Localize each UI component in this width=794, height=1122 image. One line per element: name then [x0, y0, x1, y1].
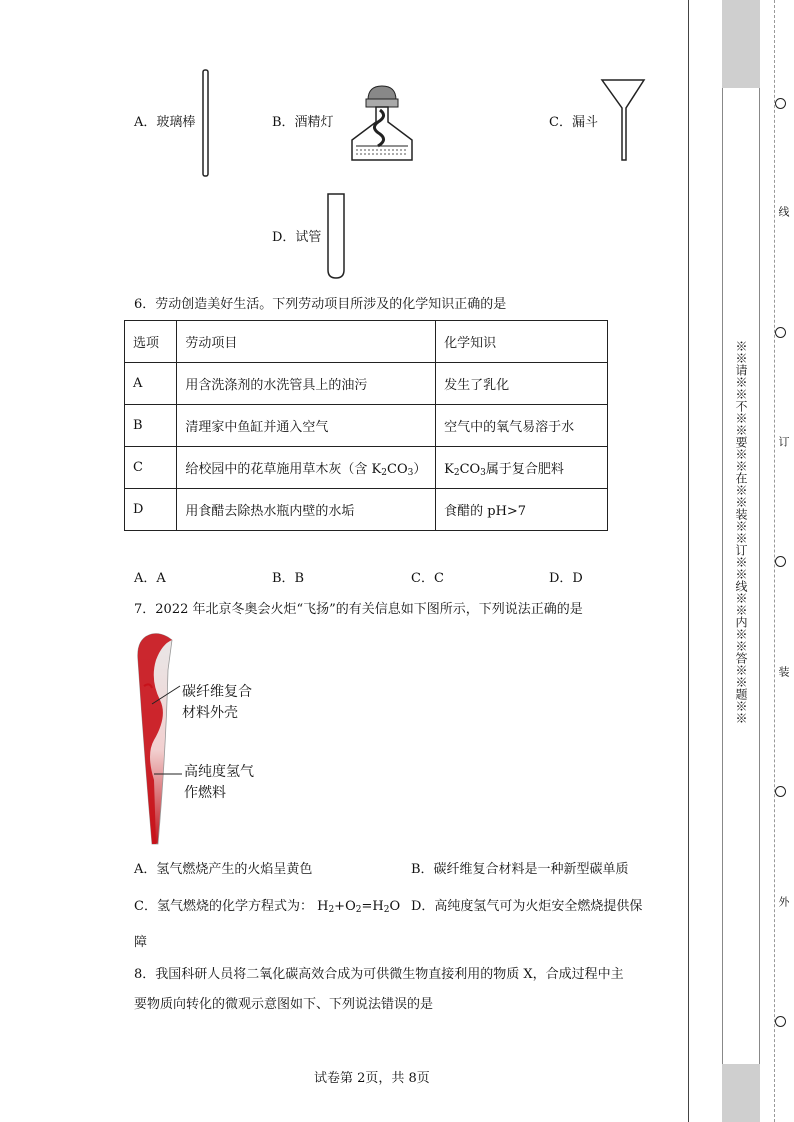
binding-hole-icon: [775, 98, 786, 109]
q5-option-c: C．漏斗: [549, 115, 598, 130]
label-line: 材料外壳: [182, 705, 238, 721]
binding-warning-text: ※※请※※不※※要※※在※※装※※订※※线※※内※※答※※题※※: [734, 340, 748, 724]
q6-table: [124, 320, 608, 531]
knowledge-text: 属于复合肥料: [485, 462, 564, 477]
table-header-row: [125, 321, 608, 363]
subscript: 2: [355, 905, 362, 915]
q8-stem-line-2: 要物质向转化的微观示意图如下、下列说法错误的是: [134, 997, 434, 1012]
formula-text: +O: [334, 899, 356, 914]
binding-mark: 线: [777, 206, 790, 217]
torch-label-fuel: [184, 762, 254, 804]
binding-hole-icon: [775, 1016, 786, 1027]
formula-text: O: [389, 899, 401, 914]
subscript: 2: [383, 905, 390, 915]
formula-text: H: [317, 899, 329, 914]
torch-label-leader-lines: [150, 684, 184, 784]
q7-option-b: B．碳纤维复合材料是一种新型碳单质: [411, 862, 629, 877]
table-cell-knowledge: [436, 447, 608, 489]
table-row: [125, 363, 608, 405]
subscript: 3: [480, 468, 486, 478]
binding-hole-icon: [775, 786, 786, 797]
table-cell-task: 用食醋去除热水瓶内壁的水垢: [177, 489, 436, 531]
q6-choice-d: D．D: [549, 571, 583, 586]
page-footer: 试卷第 2页，共 8页: [314, 1071, 430, 1086]
q7-option-d-continued: 障: [134, 935, 148, 950]
q7-stem: 7．2022 年北京冬奥会火炬“飞扬”的有关信息如下图所示，下列说法正确的是: [134, 602, 583, 617]
alcohol-lamp-icon: [344, 82, 420, 166]
task-text: 给校园中的花草施用草木灰（含 K: [185, 462, 382, 477]
table-cell-task: 清理家中鱼缸并通入空气: [177, 405, 436, 447]
table-cell-knowledge: 发生了乳化: [436, 363, 608, 405]
label-line: 碳纤维复合: [182, 684, 252, 700]
table-row: [125, 489, 608, 531]
subscript: 2: [453, 468, 460, 478]
q6-choice-a: A．A: [134, 571, 166, 586]
table-cell-knowledge: 食醋的 pH>7: [436, 489, 608, 531]
table-cell-knowledge: 空气中的氧气易溶于水: [436, 405, 608, 447]
subscript: 2: [328, 905, 335, 915]
funnel-icon: [600, 78, 648, 164]
formula-text: CO: [387, 462, 408, 477]
q6-choice-c: C．C: [411, 571, 444, 586]
label-line: 作燃料: [184, 785, 226, 801]
q7-option-d: D．高纯度氢气可为火炬安全燃烧提供保: [411, 899, 643, 914]
table-cell-option: B: [125, 405, 177, 447]
glass-rod-icon: [200, 68, 212, 178]
table-row: [125, 405, 608, 447]
formula-text: CO: [459, 462, 481, 477]
test-tube-icon: [324, 192, 348, 282]
table-cell-task: 用含洗涤剂的水洗管具上的油污: [177, 363, 436, 405]
task-text: ）: [413, 462, 427, 477]
q5-option-a: A．玻璃棒: [134, 115, 196, 130]
q5-option-b: B．酒精灯: [272, 115, 334, 130]
q6-stem: 6．劳动创造美好生活。下列劳动项目所涉及的化学知识正确的是: [134, 297, 507, 312]
option-text: C．氢气燃烧的化学方程式为：: [134, 899, 313, 914]
formula-text: =H: [361, 899, 384, 914]
table-cell-option: C: [125, 447, 177, 489]
binding-line: [688, 0, 689, 1122]
subscript: 3: [407, 468, 414, 478]
label-line: 高纯度氢气: [184, 764, 254, 780]
q8-stem-line-1: 8．我国科研人员将二氧化碳高效合成为可供微生物直接利用的物质 X，合成过程中主: [134, 967, 624, 982]
table-row: [125, 447, 608, 489]
table-cell-option: A: [125, 363, 177, 405]
q7-option-c: [134, 898, 400, 916]
formula-text: K: [444, 462, 454, 477]
table-header-cell: 选项: [125, 321, 177, 363]
q7-option-a: A．氢气燃烧产生的火焰呈黄色: [134, 862, 313, 877]
table-cell-task: [177, 447, 436, 489]
q5-option-d: D．试管: [272, 230, 322, 245]
torch-label-shell: [182, 682, 252, 724]
q6-choice-b: B．B: [272, 571, 305, 586]
binding-hole-icon: [775, 556, 786, 567]
binding-hole-icon: [775, 327, 786, 338]
binding-mark: 外: [777, 896, 790, 907]
binding-mark: 装: [777, 666, 790, 677]
table-header-cell: 劳动项目: [177, 321, 436, 363]
subscript: 2: [381, 468, 387, 478]
table-cell-option: D: [125, 489, 177, 531]
table-header-cell: 化学知识: [436, 321, 608, 363]
binding-mark: 订: [777, 436, 790, 447]
